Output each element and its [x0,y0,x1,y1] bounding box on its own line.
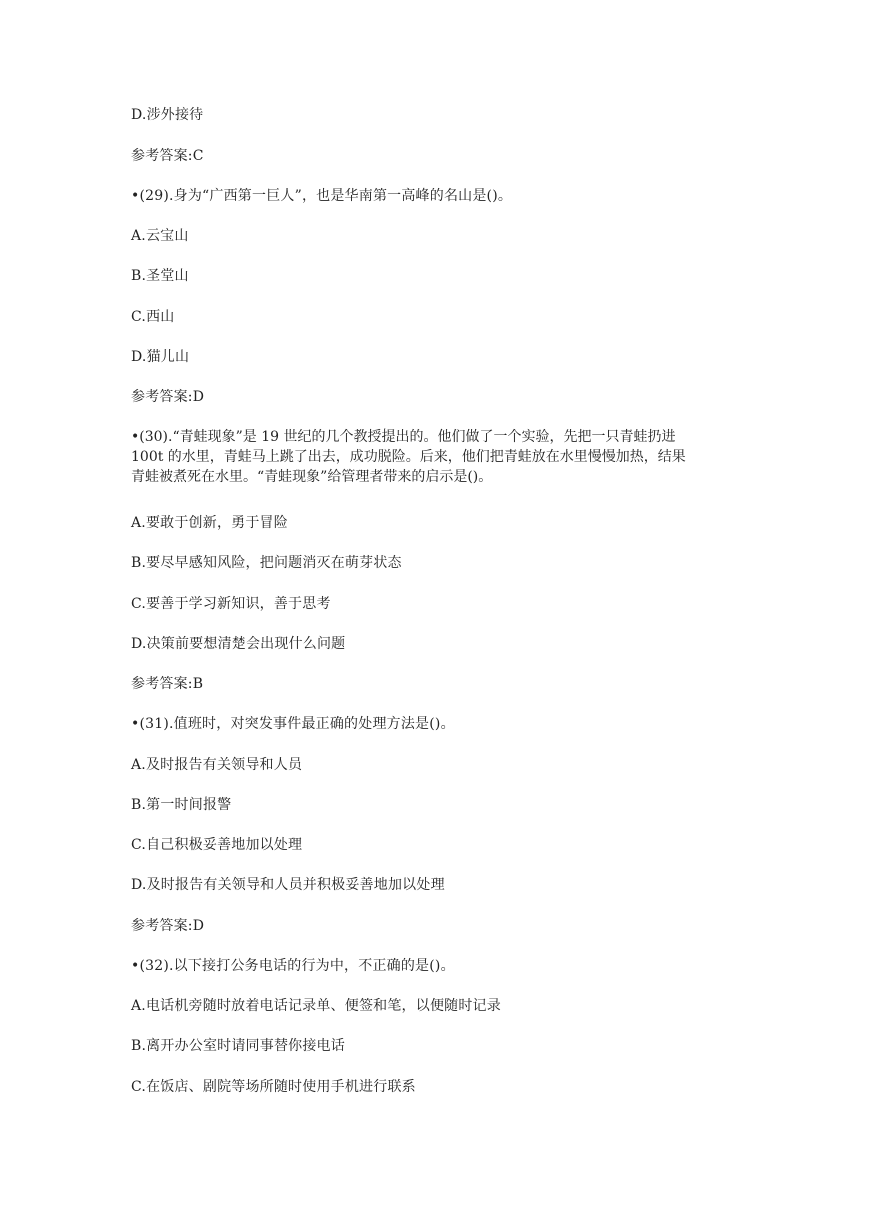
question-29-option-c: C.西山 [131,309,175,325]
question-31-option-b: B.第一时间报警 [131,797,232,813]
question-30-option-b: B.要尽早感知风险，把问题消灭在萌芽状态 [131,555,402,571]
question-32-option-a: A.电话机旁随时放着电话记录单、便签和笔，以便随时记录 [131,998,501,1014]
question-31-option-d: D.及时报告有关领导和人员并积极妥善地加以处理 [131,877,445,893]
answer-30: 参考答案:B [131,676,204,692]
question-30-option-a: A.要敢于创新，勇于冒险 [131,515,288,531]
answer-29: 参考答案:D [131,389,205,405]
question-30-line-2: 100t 的水里，青蛙马上跳了出去，成功脱险。后来，他们把青蛙放在水里慢慢加热，结果 [131,449,686,465]
question-31-option-c: C.自己积极妥善地加以处理 [131,837,303,853]
option-d-previous: D.涉外接待 [131,107,204,123]
question-30 [131,427,686,487]
question-29-option-a: A.云宝山 [131,228,189,244]
question-30-line-1: •(30).“青蛙现象”是 19 世纪的几个教授提出的。他们做了一个实验，先把一只青蛙扔进 [131,429,676,445]
question-32: •(32).以下接打公务电话的行为中，不正确的是()。 [131,958,455,974]
question-32-option-b: B.离开办公室时请同事替你接电话 [131,1038,345,1054]
question-31: •(31).值班时，对突发事件最正确的处理方法是()。 [131,716,455,732]
question-30-line-3: 青蛙被煮死在水里。“青蛙现象”给管理者带来的启示是()。 [131,469,493,485]
question-29-option-b: B.圣堂山 [131,268,189,284]
question-32-option-c: C.在饭店、剧院等场所随时使用手机进行联系 [131,1079,416,1095]
answer-28: 参考答案:C [131,148,204,164]
question-29-option-d: D.猫儿山 [131,349,190,365]
question-29: •(29).身为“广西第一巨人”，也是华南第一高峰的名山是()。 [131,188,513,204]
answer-31: 参考答案:D [131,918,205,934]
question-31-option-a: A.及时报告有关领导和人员 [131,757,303,773]
question-30-option-c: C.要善于学习新知识，善于思考 [131,596,331,612]
question-30-option-d: D.决策前要想清楚会出现什么问题 [131,636,346,652]
